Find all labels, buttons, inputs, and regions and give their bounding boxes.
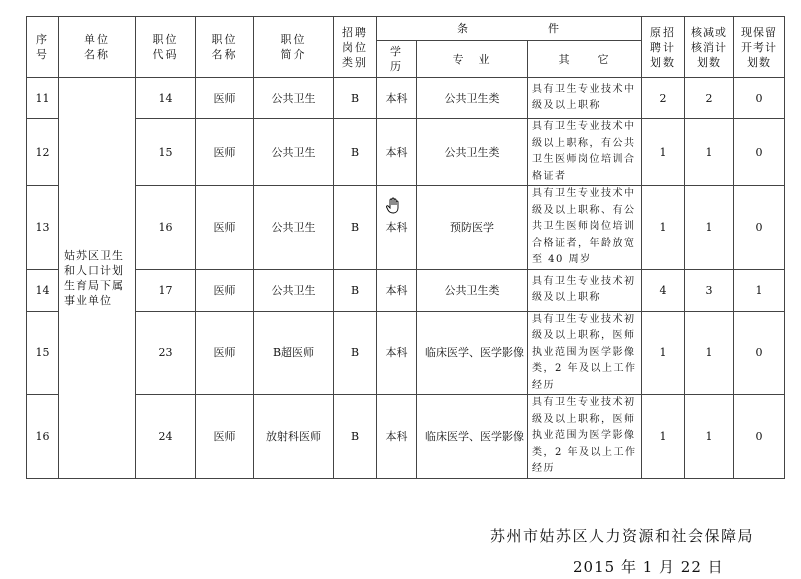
row-education: 本科 bbox=[377, 395, 417, 479]
row-reduced-plan: 1 bbox=[685, 186, 734, 270]
row-job-intro: 公共卫生 bbox=[254, 78, 334, 119]
row-other: 具有卫生专业技术初级及以上职称，医师执业范围为医学影像类，2 年及以上工作经历 bbox=[528, 311, 642, 395]
row-category: B bbox=[334, 269, 377, 311]
row-reduced-plan: 2 bbox=[685, 78, 734, 119]
row-retained-plan: 1 bbox=[734, 269, 785, 311]
row-category: B bbox=[334, 311, 377, 395]
header-conditions: 条 件 bbox=[377, 17, 642, 41]
issue-date: 2015 年 1 月 22 日 bbox=[573, 558, 724, 576]
row-major: 预防医学 bbox=[417, 186, 528, 270]
table-row bbox=[27, 186, 785, 270]
row-retained-plan: 0 bbox=[734, 119, 785, 186]
unit-name-cell bbox=[59, 78, 136, 479]
row-other: 具有卫生专业技术中级以上职称，有公共卫生医师岗位培训合格证者 bbox=[528, 119, 642, 186]
row-education: 本科 bbox=[377, 269, 417, 311]
row-education: 本科 bbox=[377, 78, 417, 119]
row-other: 具有卫生专业技术中级及以上职称、有公共卫生医师岗位培训合格证者，年龄放宽至 40 周岁 bbox=[528, 186, 642, 270]
row-seq: 14 bbox=[27, 269, 59, 311]
row-category: B bbox=[334, 186, 377, 270]
row-category: B bbox=[334, 395, 377, 479]
table-row bbox=[27, 395, 785, 479]
row-seq: 15 bbox=[27, 311, 59, 395]
row-job-code: 24 bbox=[136, 395, 196, 479]
row-job-name: 医师 bbox=[196, 269, 254, 311]
header-retained-plan: 现保留开考计划数 bbox=[734, 17, 785, 78]
row-job-code: 15 bbox=[136, 119, 196, 186]
row-major: 公共卫生类 bbox=[417, 269, 528, 311]
row-job-intro: 公共卫生 bbox=[254, 119, 334, 186]
table-row bbox=[27, 269, 785, 311]
header-major: 专 业 bbox=[417, 41, 528, 78]
recruitment-plan-table bbox=[26, 16, 785, 479]
row-job-name: 医师 bbox=[196, 186, 254, 270]
row-job-code: 17 bbox=[136, 269, 196, 311]
row-original-plan: 1 bbox=[642, 186, 685, 270]
row-other: 具有卫生专业技术初级及以上职称，医师执业范围为医学影像类，2 年及以上工作经历 bbox=[528, 395, 642, 479]
row-other: 具有卫生专业技术中级及以上职称 bbox=[528, 78, 642, 119]
unit-name: 姑苏区卫生和人口计划生育局下属事业单位 bbox=[64, 248, 124, 307]
row-job-code: 23 bbox=[136, 311, 196, 395]
table-row bbox=[27, 311, 785, 395]
row-job-intro: 公共卫生 bbox=[254, 186, 334, 270]
row-seq: 11 bbox=[27, 78, 59, 119]
row-reduced-plan: 1 bbox=[685, 119, 734, 186]
row-job-name: 医师 bbox=[196, 78, 254, 119]
row-retained-plan: 0 bbox=[734, 311, 785, 395]
row-major: 公共卫生类 bbox=[417, 119, 528, 186]
row-reduced-plan: 1 bbox=[685, 395, 734, 479]
header-job-category: 招聘岗位类别 bbox=[334, 17, 377, 78]
table-row bbox=[27, 78, 785, 119]
row-category: B bbox=[334, 119, 377, 186]
row-major: 临床医学、医学影像 bbox=[417, 395, 528, 479]
row-job-intro: 放射科医师 bbox=[254, 395, 334, 479]
hand-pointer-icon bbox=[385, 197, 401, 215]
row-education: 本科 bbox=[377, 119, 417, 186]
header-other: 其 它 bbox=[528, 41, 642, 78]
row-education: 本科 bbox=[377, 311, 417, 395]
row-seq: 16 bbox=[27, 395, 59, 479]
header-job-code: 职位代码 bbox=[136, 17, 196, 78]
row-job-code: 16 bbox=[136, 186, 196, 270]
row-other: 具有卫生专业技术初级及以上职称 bbox=[528, 269, 642, 311]
row-job-name: 医师 bbox=[196, 395, 254, 479]
header-seq: 序号 bbox=[27, 17, 59, 78]
table-row bbox=[27, 119, 785, 186]
row-original-plan: 1 bbox=[642, 311, 685, 395]
row-original-plan: 4 bbox=[642, 269, 685, 311]
header-original-plan: 原招聘计划数 bbox=[642, 17, 685, 78]
header-reduced-plan: 核减或核消计划数 bbox=[685, 17, 734, 78]
row-job-name: 医师 bbox=[196, 119, 254, 186]
row-job-intro: B超医师 bbox=[254, 311, 334, 395]
row-retained-plan: 0 bbox=[734, 78, 785, 119]
row-seq: 12 bbox=[27, 119, 59, 186]
row-category: B bbox=[334, 78, 377, 119]
header-job-name: 职位名称 bbox=[196, 17, 254, 78]
row-reduced-plan: 1 bbox=[685, 311, 734, 395]
row-retained-plan: 0 bbox=[734, 186, 785, 270]
issuer-name: 苏州市姑苏区人力资源和社会保障局 bbox=[490, 527, 755, 545]
row-retained-plan: 0 bbox=[734, 395, 785, 479]
row-major: 临床医学、医学影像 bbox=[417, 311, 528, 395]
row-original-plan: 1 bbox=[642, 395, 685, 479]
header-job-intro: 职位简介 bbox=[254, 17, 334, 78]
row-original-plan: 1 bbox=[642, 119, 685, 186]
row-job-intro: 公共卫生 bbox=[254, 269, 334, 311]
row-job-name: 医师 bbox=[196, 311, 254, 395]
header-unit-name: 单位名称 bbox=[59, 17, 136, 78]
row-seq: 13 bbox=[27, 186, 59, 270]
row-original-plan: 2 bbox=[642, 78, 685, 119]
row-education: 本科 bbox=[377, 186, 417, 270]
row-reduced-plan: 3 bbox=[685, 269, 734, 311]
row-job-code: 14 bbox=[136, 78, 196, 119]
row-major: 公共卫生类 bbox=[417, 78, 528, 119]
header-education: 学历 bbox=[377, 41, 417, 78]
